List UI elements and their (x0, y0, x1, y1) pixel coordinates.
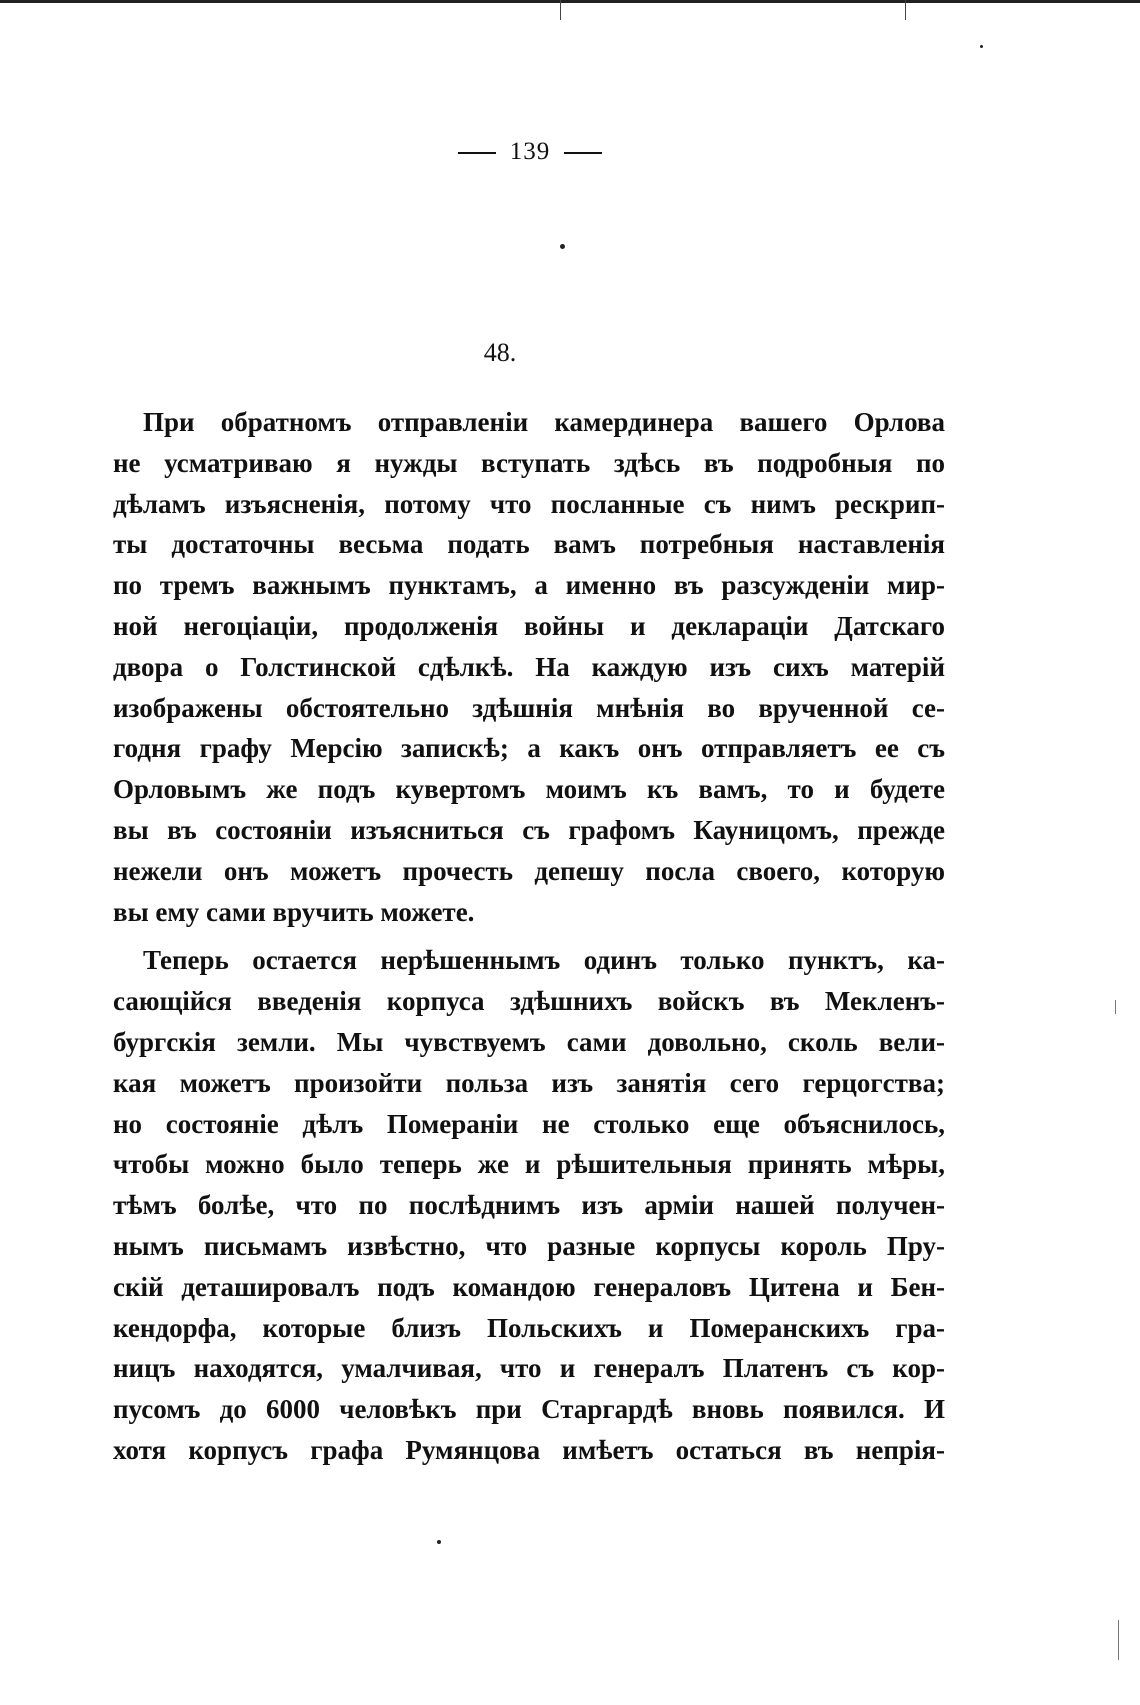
page-number-dash-left (458, 152, 496, 154)
text-line: скій деташировалъ подъ командою генераловъ Цитена и Бен- (113, 1271, 945, 1302)
paragraph-2 (113, 940, 945, 1470)
text-line: вы въ состояніи изъясниться съ графомъ Кауницомъ, прежде (113, 814, 945, 845)
text-line: дѣламъ изъясненія, потому что посланные съ нимъ рескрип- (113, 488, 945, 519)
text-line: двора о Голстинской сдѣлкѣ. На каждую изъ сихъ матерій (113, 651, 945, 682)
text-line: нымъ письмамъ извѣстно, что разные корпусы король Пру- (113, 1230, 945, 1261)
text-line: Теперь остается нерѣшеннымъ одинъ только пунктъ, ка- (143, 945, 945, 976)
text-line: хотя корпусъ графа Румянцова имѣетъ остаться въ непрія- (113, 1434, 945, 1465)
body-text (113, 402, 945, 1471)
page-number-value: 139 (509, 138, 551, 165)
section-number: 48. (483, 338, 517, 367)
top-edge-tick (560, 0, 561, 20)
text-line: ной негоціаціи, продолженія войны и деклараціи Датскаго (113, 610, 945, 641)
text-line: изображены обстоятельно здѣшнія мнѣнія во врученной се- (113, 692, 945, 723)
text-line: по тремъ важнымъ пунктамъ, а именно въ разсужденіи мир- (113, 570, 945, 601)
top-edge-rule (0, 0, 1140, 3)
margin-mark (1118, 1620, 1119, 1660)
text-line: При обратномъ отправленіи камердинера вашего Орлова (143, 407, 945, 437)
margin-mark (1115, 1000, 1116, 1014)
text-line: ницъ находятся, умалчивая, что и генералъ Платенъ съ кор- (113, 1353, 945, 1384)
text-line: бургскія земли. Мы чувствуемъ сами довольно, сколь вели- (113, 1026, 945, 1057)
text-line: но состояніе дѣлъ Помераніи не столько еще объяснилось, (113, 1108, 945, 1139)
text-line: кендорфа, которые близъ Польскихъ и Померанскихъ гра- (113, 1312, 945, 1343)
text-line: сающійся введенія корпуса здѣшнихъ войскъ въ Мекленъ- (113, 986, 945, 1017)
top-edge-tick (905, 0, 906, 20)
text-line: пусомъ до 6000 человѣкъ при Старгардѣ вновь появился. И (113, 1394, 945, 1425)
text-line: кая можетъ произойти польза изъ занятія сего герцогства; (113, 1067, 945, 1098)
page-number (0, 138, 1060, 166)
text-line: чтобы можно было теперь же и рѣшительныя принять мѣры, (113, 1149, 945, 1180)
text-line: вы ему сами вручить можете. (113, 896, 475, 927)
ink-speck (437, 1540, 441, 1544)
text-line: тѣмъ болѣе, что по послѣднимъ изъ арміи нашей получен- (113, 1190, 945, 1221)
text-line: годня графу Мерсію запискѣ; а какъ онъ отправляетъ ее съ (113, 733, 945, 764)
paragraph-gap (113, 932, 945, 940)
text-line: ты достаточны весьма подать вамъ потребныя наставленія (113, 529, 945, 560)
page-number-dash-right (564, 152, 602, 154)
text-line: нежели онъ можетъ прочесть депешу посла своего, которую (113, 855, 945, 886)
paragraph-1 (113, 402, 945, 932)
ink-speck (980, 45, 983, 48)
text-line: не усматриваю я нужды вступать здѣсь въ подробныя по (113, 447, 945, 478)
text-line: Орловымъ же подъ кувертомъ моимъ къ вамъ, то и будете (113, 774, 945, 805)
ink-speck (560, 244, 565, 249)
